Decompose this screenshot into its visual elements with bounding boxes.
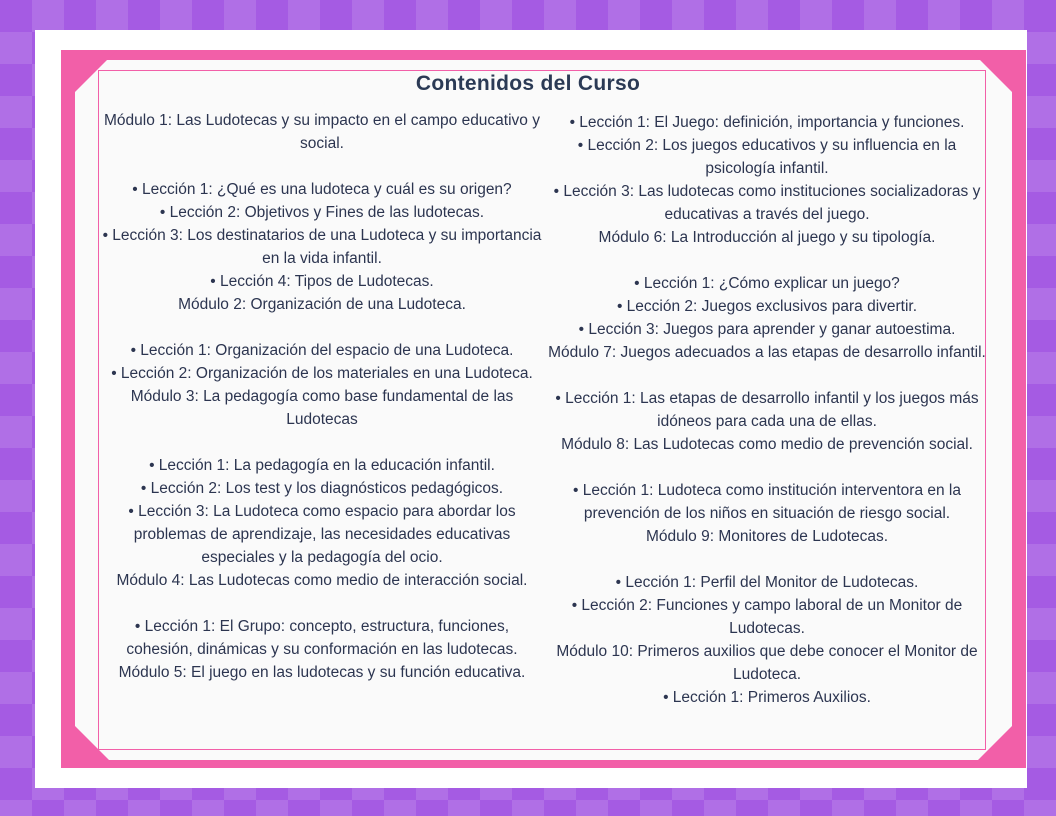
- right-line: Módulo 8: Las Ludotecas como medio de prevención social.: [561, 436, 973, 453]
- right-line: • Lección 2: Los juegos educativos y su influencia en la psicología infantil.: [577, 137, 957, 177]
- right-line: • Lección 1: Las etapas de desarrollo infantil y los juegos más idóneos para cada una de ellas.: [555, 390, 979, 430]
- left-line: [102, 592, 542, 615]
- right-line: • Lección 2: Juegos exclusivos para divertir.: [616, 298, 918, 315]
- left-line: Módulo 4: Las Ludotecas como medio de interacción social.: [116, 572, 528, 589]
- left-line: Módulo 5: El juego en las ludotecas y su función educativa.: [118, 664, 526, 681]
- left-line: Módulo 3: La pedagogía como base fundamental de las Ludotecas: [130, 388, 514, 428]
- right-line: Módulo 7: Juegos adecuados a las etapas de desarrollo infantil.: [548, 344, 986, 361]
- left-line: Módulo 1: Las Ludotecas y su impacto en el campo educativo y social.: [104, 112, 540, 152]
- right-line: • Lección 1: El Juego: definición, importancia y funciones.: [569, 114, 965, 131]
- left-line: • Lección 1: La pedagogía en la educación infantil.: [149, 457, 495, 474]
- right-line: • Lección 1: Perfil del Monitor de Ludotecas.: [615, 574, 919, 591]
- left-line: • Lección 2: Los test y los diagnósticos pedagógicos.: [140, 480, 504, 497]
- right-line: [547, 548, 987, 571]
- left-line: [102, 316, 542, 339]
- left-line: • Lección 1: Organización del espacio de una Ludoteca.: [130, 342, 514, 359]
- left-line: [102, 431, 542, 454]
- left-column: [102, 109, 542, 684]
- right-line: Módulo 10: Primeros auxilios que debe conocer el Monitor de Ludoteca.: [556, 643, 978, 683]
- left-line: • Lección 4: Tipos de Ludotecas.: [210, 273, 434, 290]
- left-line: [102, 155, 542, 178]
- left-line: Módulo 2: Organización de una Ludoteca.: [178, 296, 466, 313]
- left-line: • Lección 1: El Grupo: concepto, estructura, funciones, cohesión, dinámicas y su conformación en las ludotecas.: [126, 618, 518, 658]
- left-line: • Lección 2: Objetivos y Fines de las ludotecas.: [159, 204, 485, 221]
- right-line: [547, 364, 987, 387]
- right-line: Módulo 9: Monitores de Ludotecas.: [645, 528, 889, 545]
- right-line: • Lección 2: Funciones y campo laboral de un Monitor de Ludotecas.: [571, 597, 963, 637]
- left-line: • Lección 1: ¿Qué es una ludoteca y cuál es su origen?: [132, 181, 512, 198]
- right-line: [547, 456, 987, 479]
- left-line: • Lección 3: La Ludoteca como espacio para abordar los problemas de aprendizaje, las necesidades educativas especiales y la pedagogía del ocio.: [128, 503, 516, 566]
- right-line: • Lección 1: Ludoteca como institución interventora en la prevención de los niños en situación de riesgo social.: [573, 482, 961, 522]
- right-line: [547, 249, 987, 272]
- right-line: • Lección 1: ¿Cómo explicar un juego?: [634, 275, 900, 292]
- right-line: Módulo 6: La Introducción al juego y su tipología.: [598, 229, 936, 246]
- left-line: • Lección 2: Organización de los materiales en una Ludoteca.: [111, 365, 533, 382]
- right-line: • Lección 1: Primeros Auxilios.: [663, 689, 871, 706]
- left-line: • Lección 3: Los destinatarios de una Ludoteca y su importancia en la vida infantil.: [102, 227, 542, 267]
- page-title: Contenidos del Curso: [415, 72, 641, 95]
- right-column: [547, 111, 987, 709]
- right-line: • Lección 3: Juegos para aprender y ganar autoestima.: [578, 321, 956, 338]
- right-line: • Lección 3: Las ludotecas como instituciones socializadoras y educativas a través del juego.: [553, 183, 981, 223]
